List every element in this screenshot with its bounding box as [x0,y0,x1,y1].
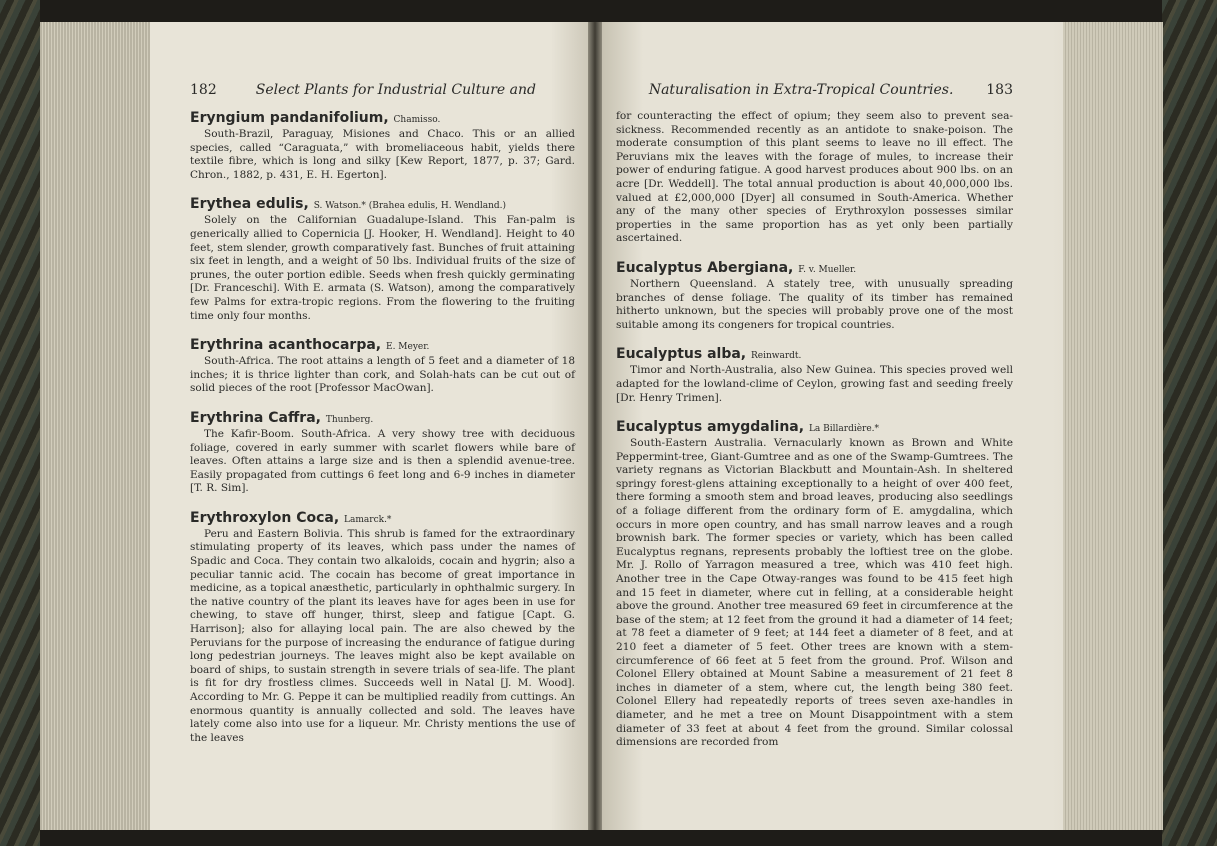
entry-text: South-Africa. The root attains a length of 5 feet and a diameter of 18 inches; it is thrice lighter than cork, and Solah-hats can be cut out of solid pieces of the root [Professor MacOwan]. [190,355,575,395]
entry-text: Peru and Eastern Bolivia. This shrub is famed for the extraordinary stimulating property of its leaves, which pass under the names of Spadic and Coca. They contain two alkaloids, cocain and hygrin; also a peculiar tannic acid. The cocain has become of great importance in medicine, as a topical anæsthetic, particularly in ophthalmic surgery. In the native country of the plant its leaves have for ages been in use for chewing, to stave off hunger, thirst, sleep and fatigue [Capt. G. Harrison]; also for allaying local pain. The are also chewed by the Peruvians for the purpose of increasing the endurance of fatigue during long pedestrian journeys. The leaves might also be kept available on board of ships, to sustain strength in severe trials of sea-life. The plant is fit for dry frostless climes. Succeeds well in Natal [J. M. Wood]. According to Mr. G. Peppe it can be multiplied readily from cuttings. An enormous quantity is annually collected and sold. The leaves have lately come also into use for a liqueur. Mr. Christy mentions the use of the leaves [190,527,575,744]
entry-heading: Erythrina acanthocarpa, E. Meyer. [190,337,430,354]
right-running-title: Naturalisation in Extra-Tropical Countries. [648,82,954,98]
book-cover-left [0,0,40,846]
entry-text: Solely on the Californian Guadalupe-Island. This Fan-palm is generically allied to Copernicia [J. Hooker, H. Wendland]. Height to 40 feet, stem slender, growth comparatively fast. Bunches of fruit attaining six feet in length, and a weight of 50 lbs. Individual fruits of the size of prunes, the outer portion edible. Seeds when fresh quickly germinating [Dr. Franceschi]. With E. armata (S. Watson), among the comparatively few Palms for extra-tropic regions. From the flowering to the fruiting time only four months. [190,214,575,322]
left-running-head [190,82,575,98]
entry-erythea [190,196,575,323]
entry-text: Timor and North-Australia, also New Guinea. This species proved well adapted for the lowland-clime of Ceylon, growing fast and seeding freely [Dr. Henry Trimen]. [616,364,1013,404]
entry-erythrina-caffra [190,410,575,496]
entry-text: The Kafir-Boom. South-Africa. A very showy tree with deciduous foliage, covered in early summer with scarlet flowers while bare of leaves. Often attains a large size and is then a splendid avenue-tree. Easily propagated from cuttings 6 feet long and 6-9 inches in diameter [T. R. Sim]. [190,427,575,495]
entry-eucalyptus-abergiana [616,260,1013,332]
entry-heading: Erythrina Caffra, Thunberg. [190,409,374,426]
left-page-edges [40,22,150,830]
entry-heading: Eucalyptus amygdalina, La Billardière.* [616,419,880,436]
entry-heading: Eucalyptus Abergiana, F. v. Mueller. [616,259,857,276]
continuation-text: for counteracting the effect of opium; they seem also to prevent sea-sickness. Recommended recently as an antidote to snake-poison. The moderate consumption of this plant seems to leave no ill effect. The Peruvians mix the leaves with the forage of mules, to increase their power of enduring fatigue. A good harvest produces about 900 lbs. on an acre [Dr. Weddell]. The total annual production is about 40,000,000 lbs. valued at £2,000,000 [Dyer] all consumed in South-America. Whether any of the many other species of Erythroxylon possesses similar properties in the same proportion has as yet only been partially ascertained. [616,110,1013,245]
entry-eryngium [190,110,575,182]
entry-heading: Erythea edulis, S. Watson.* (Brahea edulis, H. Wendland.) [190,196,507,213]
entry-text: South-Brazil, Paraguay, Misiones and Chaco. This or an allied species, called “Caraguata,” with bromeliaceous habit, yields there textile fibre, which is long and silky [Kew Report, 1877, p. 37; Gard. Chron., 1882, p. 431, E. H. Egerton]. [190,128,575,181]
entry-heading: Eucalyptus alba, Reinwardt. [616,346,802,363]
left-running-title: Select Plants for Industrial Culture and [255,82,536,98]
entry-text: South-Eastern Australia. Vernacularly known as Brown and White Peppermint-tree, Giant-Gumtree and as one of the Swamp-Gumtrees. The variety regnans as Victorian Blackbutt and Mountain-Ash. In sheltered springy forest-glens attaining exceptionally to a height of over 400 feet, there forming a smooth stem and broad leaves, producing also seedlings of a foliage different from the ordinary form of E. amygdalina, which occurs in more open country, and has small narrow leaves and a rough brownish bark. The former species or variety, which has been called Eucalyptus regnans, represents probably the loftiest tree on the globe. Mr. J. Rollo of Yarragon measured a tree, which was 410 feet high. Another tree in the Cape Otway-ranges was found to be 415 feet high and 15 feet in diameter, where cut in felling, at a considerable height above the ground. Another tree measured 69 feet in circumference at the base of the stem; at 12 feet from the ground it had a diameter of 14 feet; at 78 feet a diameter of 9 feet; at 144 feet a diameter of 8 feet, and at 210 feet a diameter of 5 feet. Other trees are known with a stem-circumference of 66 feet at 5 feet from the ground. Prof. Wilson and Colonel Ellery obtained at Mount Sabine a measurement of 21 feet 8 inches in diameter of a stem, where cut, the length being 380 feet. Colonel Ellery had repeatedly reports of trees seven axe-handles in diameter, and he met a tree on Mount Disappointment with a stem diameter of 33 feet at about 4 feet from the ground. Similar colossal dimensions are recorded from [616,437,1013,749]
left-page-number: 182 [190,82,217,98]
book-gutter [588,22,602,830]
entry-text: Northern Queensland. A stately tree, with unusually spreading branches of dense foliage. The quality of its timber has remained hitherto unknown, but the species will probably prove one of the most suitable among its congeners for tropical countries. [616,277,1013,331]
right-running-head [616,82,1013,98]
entry-eucalyptus-amygdalina [616,419,1013,750]
entry-eucalyptus-alba [616,346,1013,405]
entry-heading: Erythroxylon Coca, Lamarck.* [190,509,392,526]
entry-erythroxylon-coca [190,510,575,746]
entry-continuation [616,110,1013,246]
right-page-number: 183 [986,82,1013,98]
book-cover-right [1162,0,1217,846]
entry-heading: Eryngium pandanifolium, Chamisso. [190,110,441,126]
right-page-edges [1063,22,1163,830]
entry-erythrina-acanthocarpa [190,337,575,396]
